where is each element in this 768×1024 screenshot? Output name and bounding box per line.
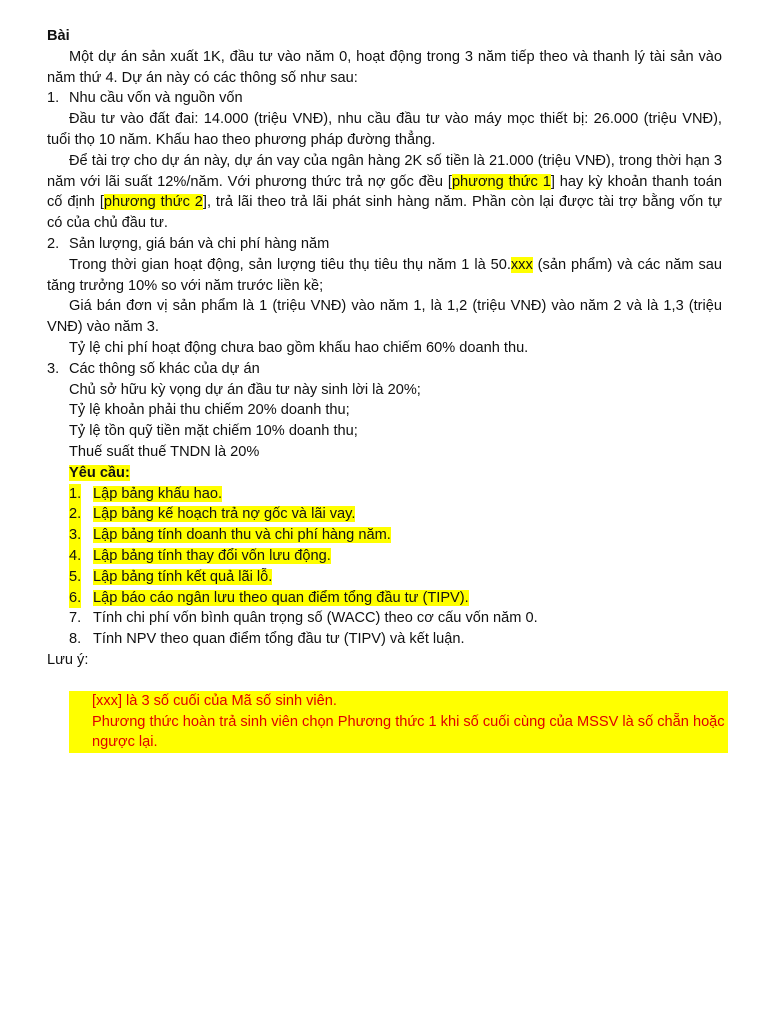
method-2-highlight: phương thức 2 bbox=[103, 194, 203, 211]
requirement-number: 2. bbox=[69, 504, 81, 525]
section-2-price-paragraph: Giá bán đơn vị sản phẩm là 1 (triệu VNĐ) vào năm 1, là 1,2 (triệu VNĐ) vào năm 2 và là 1,3 (triệu VNĐ) vào năm 3. bbox=[47, 298, 722, 336]
document-page bbox=[47, 26, 725, 753]
requirement-text: Lập bảng tính kết quả lãi lỗ. bbox=[93, 568, 273, 585]
requirement-number: 3. bbox=[69, 525, 81, 546]
notes-box bbox=[69, 691, 728, 753]
requirement-number: 7. bbox=[69, 610, 82, 627]
note-line: [xxx] là 3 số cuối của Mã số sinh viên. bbox=[92, 692, 337, 709]
note-line: Phương thức hoàn trả sinh viên chọn Phương thức 1 khi số cuối cùng của MSSV là số chẵn hoặc ngược lại. bbox=[92, 713, 725, 751]
section-2-number: 2. bbox=[47, 235, 60, 252]
section-2-volume-paragraph bbox=[47, 255, 722, 297]
requirement-number: 8. bbox=[69, 631, 82, 648]
loan-text-a: Để tài trợ cho dự án này, dự án vay của ngân hàng 2K số tiền là 21.000 (triệu VNĐ), trong thời hạn 3 năm với lãi suất 12%/năm. Với phương thức trả nợ gốc đều [ bbox=[47, 152, 722, 190]
section-3-number: 3. bbox=[47, 360, 60, 377]
requirement-number: 4. bbox=[69, 546, 81, 567]
method-1-highlight: phương thức 1 bbox=[451, 173, 551, 190]
requirement-item bbox=[47, 629, 722, 650]
volume-text-a: Trong thời gian hoạt động, sản lượng tiêu thụ tiêu thụ năm 1 là 50. bbox=[69, 256, 511, 273]
requirement-item bbox=[47, 608, 722, 629]
section-3-line: Chủ sở hữu kỳ vọng dự án đầu tư này sinh lời là 20%; bbox=[69, 381, 421, 398]
volume-text-b: (sản phẩm) và các năm sau tăng trưởng 10% so với năm trước liền kề; bbox=[47, 256, 722, 294]
xxx-highlight: xxx bbox=[510, 256, 533, 273]
loan-text-b: ] hay kỳ khoản thanh toán cố định [ bbox=[47, 173, 722, 211]
section-2-title: Sản lượng, giá bán và chi phí hàng năm bbox=[69, 235, 330, 252]
requirement-number: 6. bbox=[69, 588, 81, 609]
requirement-number: 1. bbox=[69, 484, 81, 505]
requirement-text: Tính chi phí vốn bình quân trọng số (WACC) theo cơ cấu vốn năm 0. bbox=[93, 610, 538, 627]
section-1-title: Nhu cầu vốn và nguồn vốn bbox=[69, 90, 243, 107]
section-1-heading bbox=[47, 88, 722, 109]
loan-text-c: ], trả lãi theo trả lãi phát sinh hàng năm. Phần còn lại được tài trợ bằng vốn tự có của chủ đầu tư. bbox=[47, 194, 722, 232]
note-label: Lưu ý: bbox=[47, 651, 89, 668]
section-1-loan-paragraph bbox=[47, 151, 722, 234]
section-1-number: 1. bbox=[47, 90, 60, 107]
requirement-text: Lập bảng khấu hao. bbox=[93, 485, 223, 502]
section-2-cost-paragraph: Tỷ lệ chi phí hoạt động chưa bao gồm khấu hao chiếm 60% doanh thu. bbox=[69, 339, 529, 356]
requirement-text: Tính NPV theo quan điểm tổng đầu tư (TIPV) và kết luận. bbox=[93, 631, 465, 648]
requirement-item bbox=[47, 546, 722, 567]
requirement-item bbox=[47, 484, 722, 505]
requirement-item bbox=[47, 525, 722, 546]
requirement-number: 5. bbox=[69, 567, 81, 588]
requirement-item bbox=[47, 567, 722, 588]
section-3-line: Tỷ lệ khoản phải thu chiếm 20% doanh thu; bbox=[69, 402, 350, 419]
requirement-text: Lập bảng kế hoạch trả nợ gốc và lãi vay. bbox=[93, 506, 356, 523]
requirement-text: Lập bảng tính thay đổi vốn lưu động. bbox=[93, 547, 331, 564]
requirement-item bbox=[47, 504, 722, 525]
requirement-item bbox=[47, 588, 722, 609]
section-3-line: Tỷ lệ tồn quỹ tiền mặt chiếm 10% doanh thu; bbox=[69, 423, 358, 440]
requirements-title-text: Yêu cầu: bbox=[69, 464, 130, 481]
requirement-text: Lập bảng tính doanh thu và chi phí hàng năm. bbox=[93, 527, 391, 544]
section-3-title: Các thông số khác của dự án bbox=[69, 360, 260, 377]
doc-title: Bài bbox=[47, 28, 70, 44]
requirements-title bbox=[47, 463, 722, 484]
section-1-investment-paragraph: Đầu tư vào đất đai: 14.000 (triệu VNĐ), nhu cầu đầu tư vào máy mọc thiết bị: 26.000 (triệu VNĐ), tuổi thọ 10 năm. Khấu hao theo phương pháp đường thẳng. bbox=[47, 111, 722, 148]
section-3-line: Thuế suất thuế TNDN là 20% bbox=[69, 443, 260, 460]
section-3-heading bbox=[47, 359, 722, 380]
requirement-text: Lập báo cáo ngân lưu theo quan điểm tổng đầu tư (TIPV). bbox=[93, 589, 469, 606]
intro-paragraph: Một dự án sản xuất 1K, đầu tư vào năm 0, hoạt động trong 3 năm tiếp theo và thanh lý tài sản vào năm thứ 4. Dự án này có các thông số như sau: bbox=[47, 48, 722, 86]
section-2-heading bbox=[47, 234, 722, 255]
